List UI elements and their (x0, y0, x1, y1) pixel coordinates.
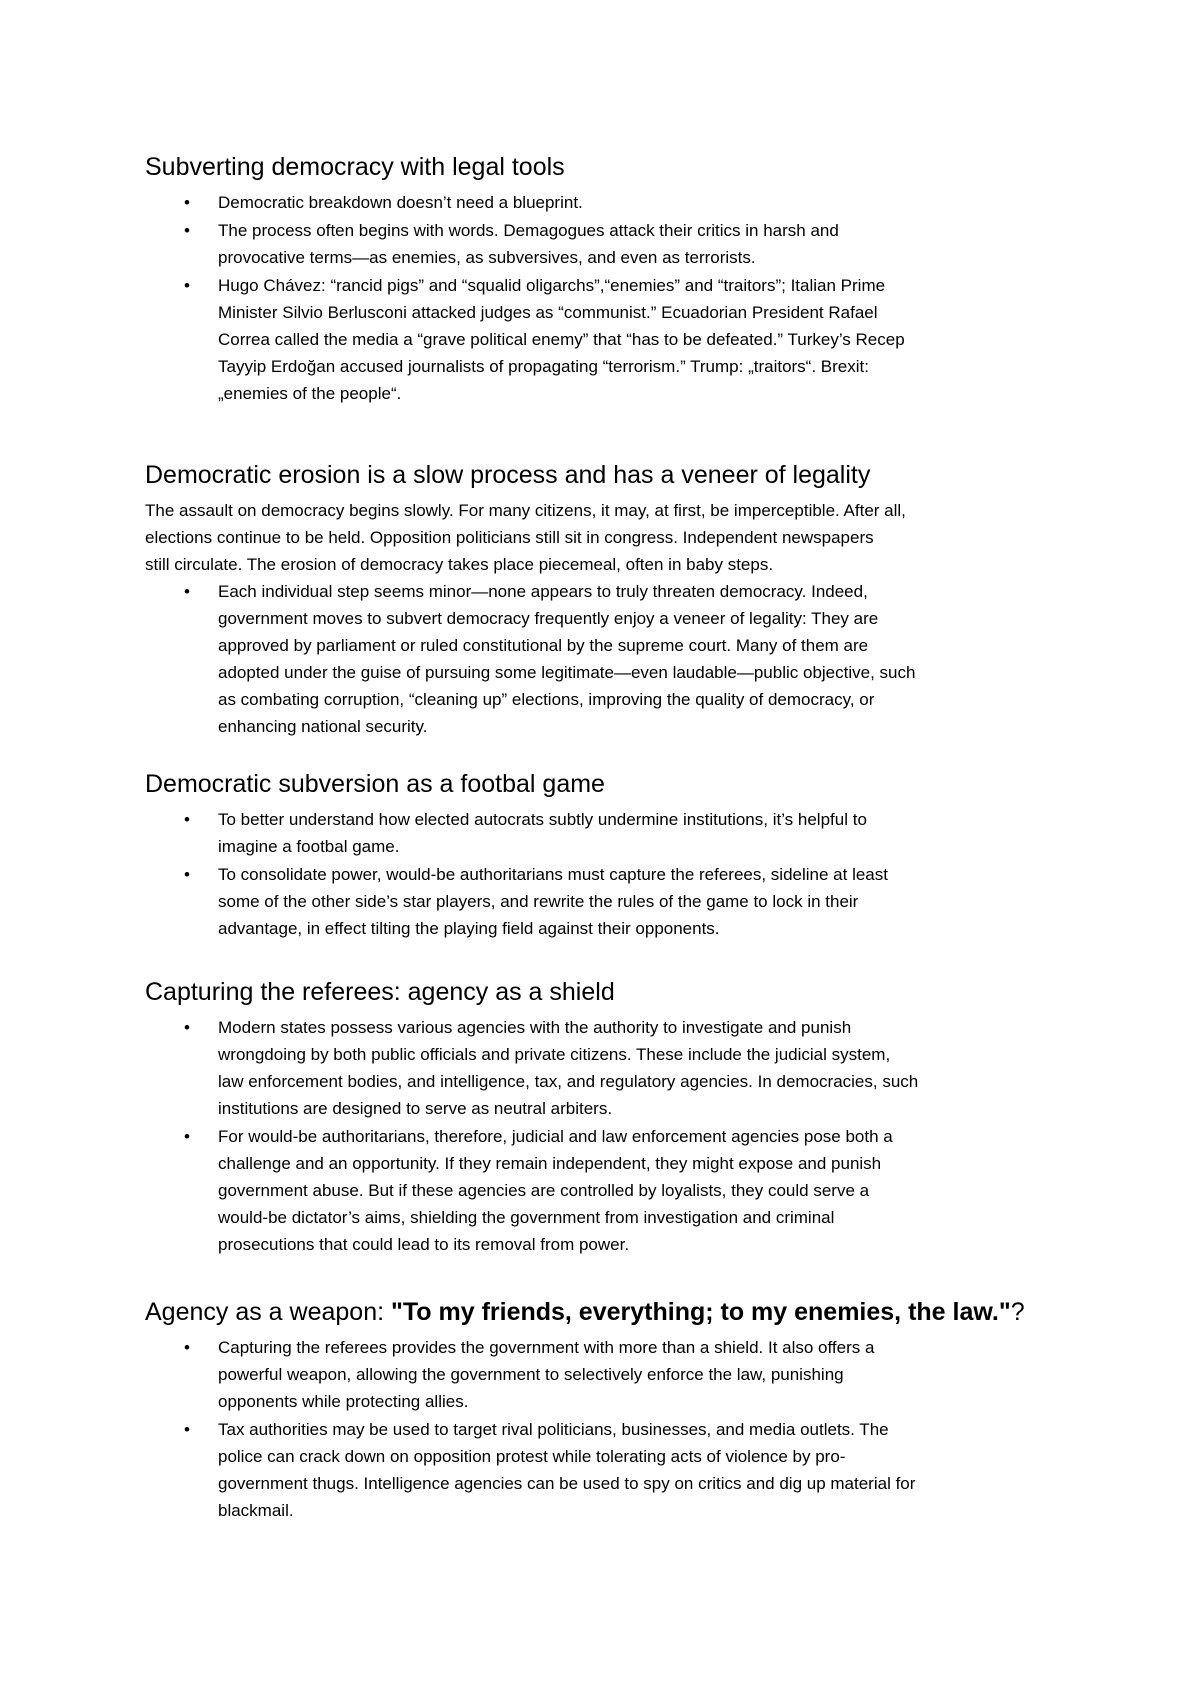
text-line: imagine a footbal game. (218, 837, 400, 856)
section-heading: Capturing the referees: agency as a shield (145, 978, 615, 1006)
text-line: prosecutions that could lead to its removal from power. (218, 1235, 630, 1254)
section-heading (145, 1296, 1075, 1328)
text-line: Democratic breakdown doesn’t need a blueprint. (218, 193, 583, 212)
text-line: police can crack down on opposition protest while tolerating acts of violence by pro- (218, 1447, 846, 1466)
text-line: „enemies of the people“. (218, 384, 402, 403)
section-football-game (145, 768, 1075, 943)
section-heading: Subverting democracy with legal tools (145, 153, 565, 181)
text-line: opponents while protecting allies. (218, 1392, 469, 1411)
bullet-icon: • (184, 865, 190, 884)
text-line: as combating corruption, “cleaning up” elections, improving the quality of democracy, or (218, 690, 875, 709)
section-heading: Democratic erosion is a slow process and has a veneer of legality (145, 461, 871, 489)
list-item (145, 806, 1075, 860)
text-line: still circulate. The erosion of democracy takes place piecemeal, often in baby steps. (145, 555, 774, 574)
section-democratic-erosion (145, 459, 1075, 741)
bullet-icon: • (184, 276, 190, 295)
bullet-list (145, 189, 1075, 407)
bullet-list (145, 578, 1075, 740)
text-line: elections continue to be held. Opposition politicians still sit in congress. Independent newspapers (145, 528, 874, 547)
bullet-icon: • (184, 193, 190, 212)
section-agency-as-weapon (145, 1296, 1075, 1525)
bullet-list (145, 1014, 1075, 1258)
section-capturing-referees (145, 976, 1075, 1259)
text-line: some of the other side’s star players, and rewrite the rules of the game to lock in their (218, 892, 859, 911)
bullet-icon: • (184, 810, 190, 829)
bullet-icon: • (184, 582, 190, 601)
text-line: For would-be authoritarians, therefore, judicial and law enforcement agencies pose both a (218, 1127, 893, 1146)
section-heading: Democratic subversion as a footbal game (145, 770, 605, 798)
text-line: adopted under the guise of pursuing some legitimate—even laudable—public objective, such (218, 663, 916, 682)
list-item (145, 272, 1075, 407)
bullet-icon: • (184, 1127, 190, 1146)
text-line: government moves to subvert democracy frequently enjoy a veneer of legality: They are (218, 609, 879, 628)
heading-quote: "To my friends, everything; to my enemies, the law." (391, 1298, 1011, 1326)
text-line: institutions are designed to serve as neutral arbiters. (218, 1099, 613, 1118)
bullet-icon: • (184, 1018, 190, 1037)
list-item (145, 1014, 1075, 1122)
section-paragraph (145, 497, 1075, 578)
text-line: government thugs. Intelligence agencies can be used to spy on critics and dig up material for (218, 1474, 916, 1493)
text-line: powerful weapon, allowing the government to selectively enforce the law, punishing (218, 1365, 844, 1384)
text-line: Modern states possess various agencies with the authority to investigate and punish (218, 1018, 852, 1037)
text-line: challenge and an opportunity. If they remain independent, they might expose and punish (218, 1154, 882, 1173)
text-line: wrongdoing by both public officials and private citizens. These include the judicial system, (218, 1045, 891, 1064)
text-line: Minister Silvio Berlusconi attacked judges as “communist.” Ecuadorian President Rafael (218, 303, 878, 322)
text-line: enhancing national security. (218, 717, 428, 736)
text-line: blackmail. (218, 1501, 294, 1520)
list-item (145, 1123, 1075, 1258)
list-item (145, 1416, 1075, 1524)
text-line: To consolidate power, would-be authoritarians must capture the referees, sideline at least (218, 865, 888, 884)
text-line: The process often begins with words. Demagogues attack their critics in harsh and (218, 221, 839, 240)
text-line: Capturing the referees provides the government with more than a shield. It also offers a (218, 1338, 875, 1357)
text-line: Hugo Chávez: “rancid pigs” and “squalid oligarchs”,“enemies” and “traitors”; Italian Prime (218, 276, 886, 295)
list-item (145, 217, 1075, 271)
text-line: would-be dictator’s aims, shielding the government from investigation and criminal (218, 1208, 835, 1227)
section-subverting-democracy (145, 151, 1075, 408)
bullet-list (145, 806, 1075, 942)
text-line: Correa called the media a “grave political enemy” that “has to be defeated.” Turkey’s Recep (218, 330, 905, 349)
bullet-list (145, 1334, 1075, 1524)
text-line: Each individual step seems minor—none appears to truly threaten democracy. Indeed, (218, 582, 868, 601)
text-line: advantage, in effect tilting the playing field against their opponents. (218, 919, 720, 938)
text-line: To better understand how elected autocrats subtly undermine institutions, it’s helpful to (218, 810, 867, 829)
text-line: government abuse. But if these agencies are controlled by loyalists, they could serve a (218, 1181, 870, 1200)
list-item (145, 861, 1075, 942)
list-item (145, 189, 1075, 216)
bullet-icon: • (184, 221, 190, 240)
list-item (145, 1334, 1075, 1415)
list-item (145, 578, 1075, 740)
text-line: Tayyip Erdoğan accused journalists of propagating “terrorism.” Trump: „traitors“. Brexit: (218, 357, 869, 376)
text-line: law enforcement bodies, and intelligence, tax, and regulatory agencies. In democracies, such (218, 1072, 919, 1091)
text-line: approved by parliament or ruled constitutional by the supreme court. Many of them are (218, 636, 869, 655)
bullet-icon: • (184, 1420, 190, 1439)
text-line: Tax authorities may be used to target rival politicians, businesses, and media outlets. The (218, 1420, 889, 1439)
text-line: The assault on democracy begins slowly. For many citizens, it may, at first, be imperceptible. After all, (145, 501, 906, 520)
heading-plain-text: Agency as a weapon: (145, 1298, 391, 1326)
text-line: provocative terms—as enemies, as subversives, and even as terrorists. (218, 248, 756, 267)
bullet-icon: • (184, 1338, 190, 1357)
heading-tail: ? (1010, 1298, 1025, 1326)
